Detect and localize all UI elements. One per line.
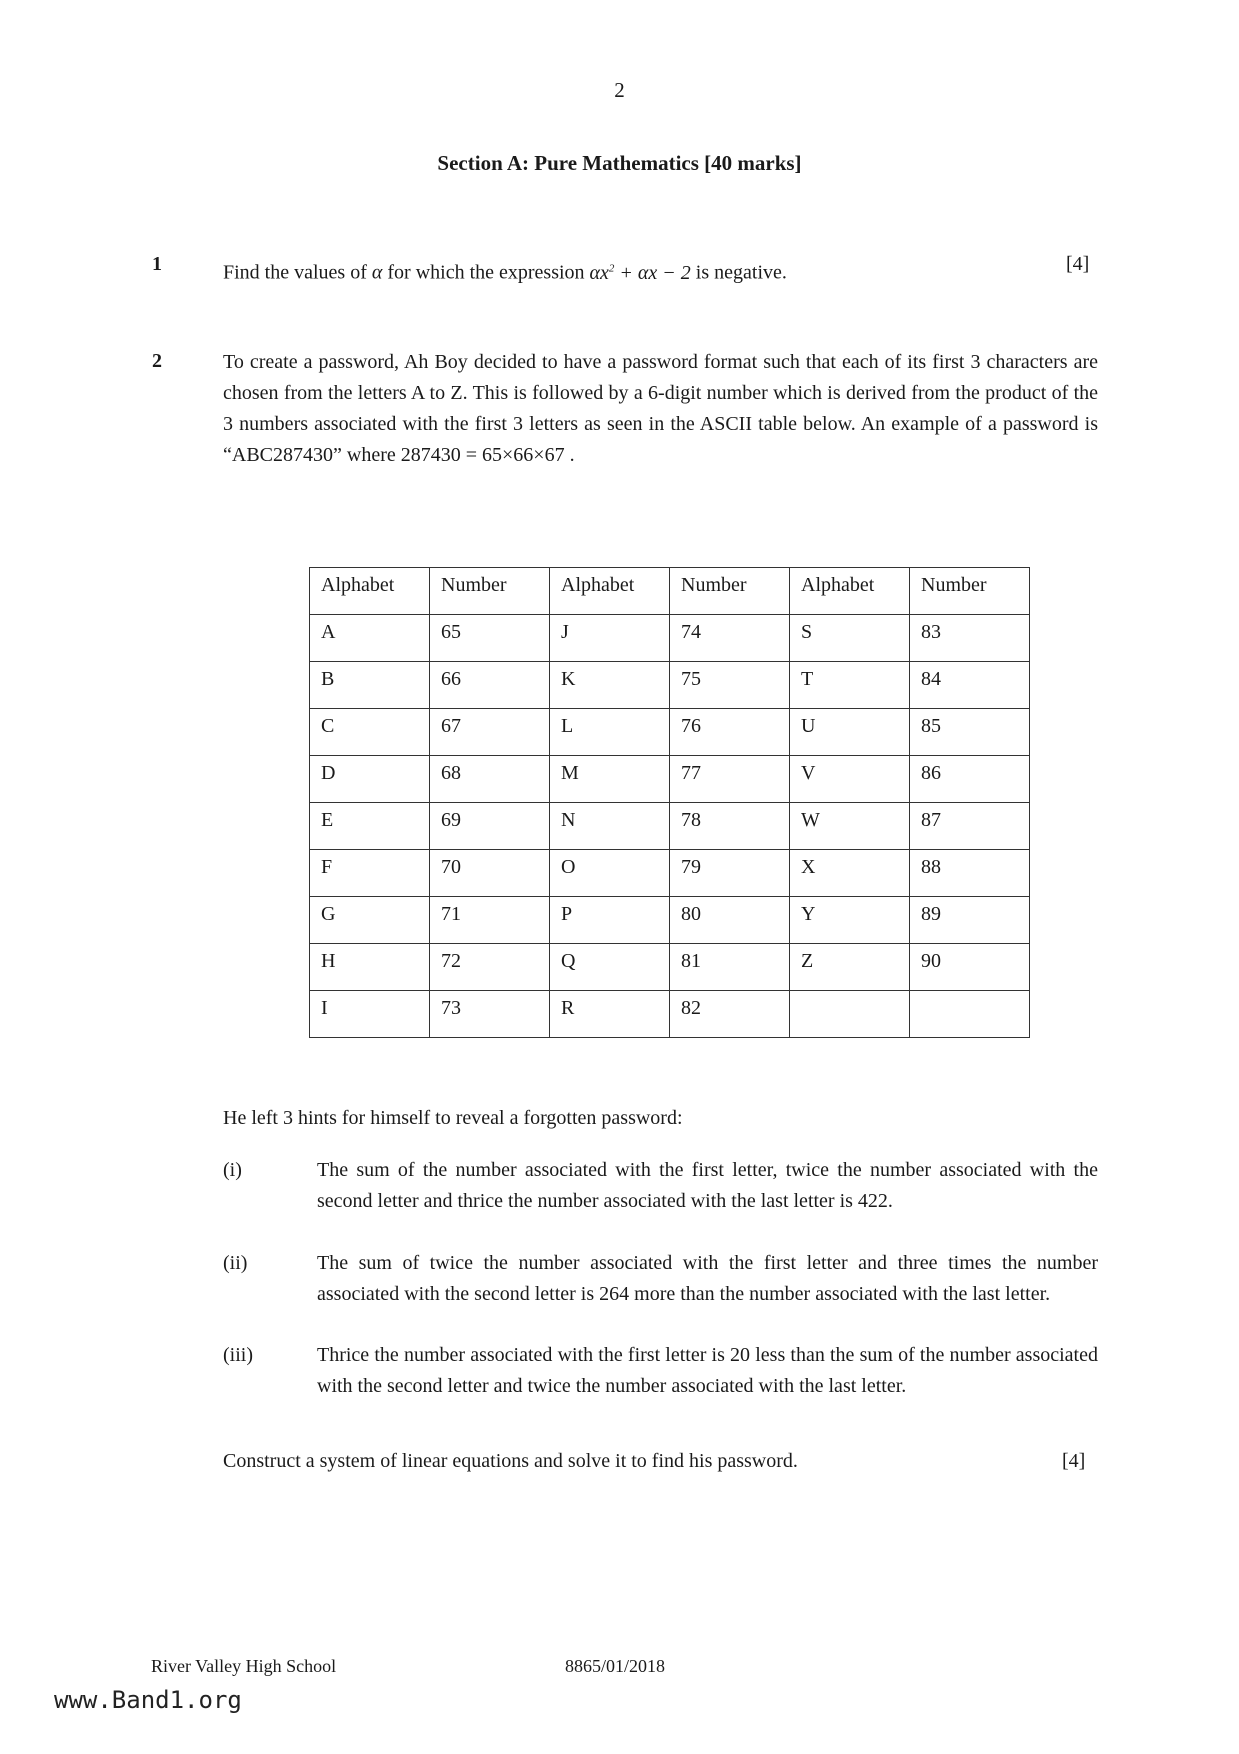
table-cell-number: 78 xyxy=(670,803,790,850)
table-cell-number: 84 xyxy=(910,662,1030,709)
table-cell-number: 68 xyxy=(430,756,550,803)
table-row xyxy=(310,850,1030,897)
table-cell-number: 67 xyxy=(430,709,550,756)
table-cell-letter: D xyxy=(310,756,430,803)
table-cell-number: 71 xyxy=(430,897,550,944)
expression-exponent: 2 xyxy=(608,262,615,274)
table-header-cell: Number xyxy=(430,568,550,615)
table-cell-number: 88 xyxy=(910,850,1030,897)
footer-paper-code: 8865/01/2018 xyxy=(565,1656,666,1676)
table-row xyxy=(310,756,1030,803)
table-cell-number: 73 xyxy=(430,991,550,1038)
table-cell-letter: G xyxy=(310,897,430,944)
table-cell-letter xyxy=(790,991,910,1038)
table-cell-number: 83 xyxy=(910,615,1030,662)
section-title: Section A: Pure Mathematics [40 marks] xyxy=(437,151,802,175)
table-cell-number: 86 xyxy=(910,756,1030,803)
table-cell-number: 79 xyxy=(670,850,790,897)
table-cell-letter: L xyxy=(550,709,670,756)
question-2-intro: To create a password, Ah Boy decided to have a password format such that each of its first 3 characters are chosen from the letters A to Z. This is followed by a 6-digit number which is derived from the product of the 3 numbers associated with the first 3 letters as seen in the ASCII table below. An example of a password is “ABC287430” where 287430 = 65×66×67 . xyxy=(223,351,1098,466)
table-cell-number: 81 xyxy=(670,944,790,991)
table-cell-letter: Z xyxy=(790,944,910,991)
table-cell-number: 90 xyxy=(910,944,1030,991)
table-cell-number: 70 xyxy=(430,850,550,897)
expression-rest: + αx − 2 xyxy=(614,261,691,284)
table-header-cell: Number xyxy=(670,568,790,615)
table-cell-letter: U xyxy=(790,709,910,756)
table-header-cell: Alphabet xyxy=(310,568,430,615)
hint-text: The sum of the number associated with the first letter, twice the number associated with the second letter and thrice the number associated with the last letter is 422. xyxy=(317,1159,1098,1212)
hint-label: (iii) xyxy=(223,1344,253,1366)
table-row xyxy=(310,803,1030,850)
table-cell-letter: K xyxy=(550,662,670,709)
hint-label: (i) xyxy=(223,1159,242,1181)
table-cell-letter: I xyxy=(310,991,430,1038)
table-cell-letter: V xyxy=(790,756,910,803)
footer-school: River Valley High School xyxy=(151,1656,337,1676)
table-cell-letter: A xyxy=(310,615,430,662)
question-1-number: 1 xyxy=(152,253,162,275)
question-1-marks: [4] xyxy=(1066,253,1090,275)
table-cell-letter: Y xyxy=(790,897,910,944)
hint-label: (ii) xyxy=(223,1252,248,1274)
question-1-text-after: is negative. xyxy=(690,261,787,284)
table-cell-number: 82 xyxy=(670,991,790,1038)
table-row xyxy=(310,615,1030,662)
question-2-instruction: Construct a system of linear equations and solve it to find his password. xyxy=(223,1450,798,1472)
table-cell-number: 85 xyxy=(910,709,1030,756)
hint-text: The sum of twice the number associated with the first letter and three times the number associated with the second letter is 264 more than the number associated with the last letter. xyxy=(317,1252,1098,1305)
table-row xyxy=(310,897,1030,944)
alpha-symbol: α xyxy=(371,261,383,284)
watermark: www.Band1.org xyxy=(54,1686,242,1714)
table-cell-number: 72 xyxy=(430,944,550,991)
table-cell-letter: P xyxy=(550,897,670,944)
question-1-text-mid: for which the expression xyxy=(382,261,590,284)
table-header-cell: Alphabet xyxy=(790,568,910,615)
ascii-table xyxy=(309,567,1030,1038)
table-cell-number: 89 xyxy=(910,897,1030,944)
table-header-row xyxy=(310,568,1030,615)
table-cell-letter: N xyxy=(550,803,670,850)
table-cell-letter: T xyxy=(790,662,910,709)
table-cell-number: 66 xyxy=(430,662,550,709)
table-cell-letter: R xyxy=(550,991,670,1038)
table-cell-number xyxy=(910,991,1030,1038)
table-header-cell: Alphabet xyxy=(550,568,670,615)
question-1-text xyxy=(223,253,983,289)
table-cell-letter: O xyxy=(550,850,670,897)
table-row xyxy=(310,944,1030,991)
table-cell-letter: M xyxy=(550,756,670,803)
table-cell-letter: S xyxy=(790,615,910,662)
table-header-cell: Number xyxy=(910,568,1030,615)
table-cell-letter: Q xyxy=(550,944,670,991)
question-1-text-before: Find the values of xyxy=(223,261,372,284)
expression xyxy=(590,262,691,284)
table-cell-number: 76 xyxy=(670,709,790,756)
table-cell-number: 87 xyxy=(910,803,1030,850)
table-row xyxy=(310,662,1030,709)
table-cell-number: 69 xyxy=(430,803,550,850)
table-cell-letter: J xyxy=(550,615,670,662)
table-cell-number: 75 xyxy=(670,662,790,709)
table-cell-number: 65 xyxy=(430,615,550,662)
hints-intro: He left 3 hints for himself to reveal a forgotten password: xyxy=(223,1107,683,1129)
expression-term: αx xyxy=(589,261,609,284)
table-cell-number: 77 xyxy=(670,756,790,803)
table-cell-number: 74 xyxy=(670,615,790,662)
question-2-number: 2 xyxy=(152,350,162,372)
table-cell-letter: C xyxy=(310,709,430,756)
table-row xyxy=(310,709,1030,756)
question-2-marks: [4] xyxy=(1062,1450,1086,1472)
table-cell-letter: B xyxy=(310,662,430,709)
table-cell-letter: X xyxy=(790,850,910,897)
page-number: 2 xyxy=(614,78,625,102)
hint-text: Thrice the number associated with the first letter is 20 less than the sum of the number associated with the second letter and twice the number associated with the last letter. xyxy=(317,1344,1098,1397)
table-cell-letter: H xyxy=(310,944,430,991)
table-row xyxy=(310,991,1030,1038)
table-cell-letter: F xyxy=(310,850,430,897)
table-cell-letter: E xyxy=(310,803,430,850)
table-cell-number: 80 xyxy=(670,897,790,944)
table-cell-letter: W xyxy=(790,803,910,850)
